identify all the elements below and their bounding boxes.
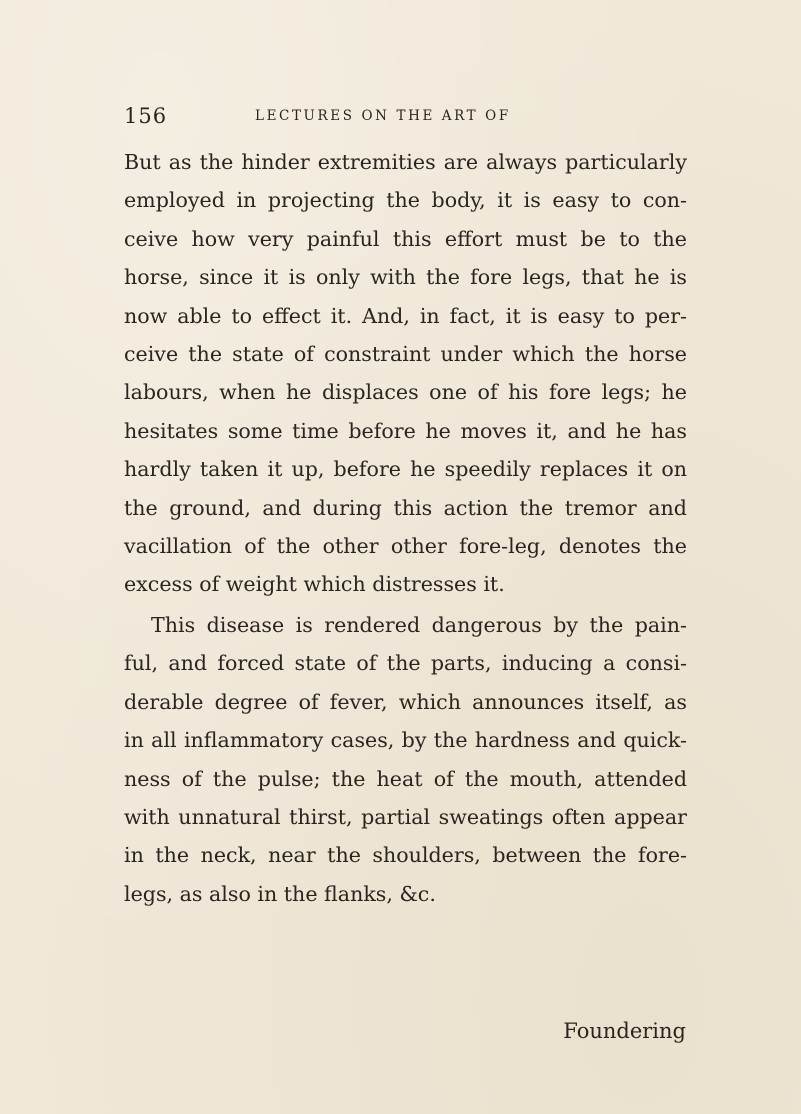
text-line: labours, when he displaces one of his fore legs; he xyxy=(124,380,687,405)
text-line: derable degree of fever, which announces itself, as xyxy=(124,689,687,714)
catchword: Foundering xyxy=(563,1019,686,1043)
text-line: vacillation of the other other fore-leg, denotes the xyxy=(124,534,687,559)
text-line: with unnatural thirst, partial sweatings often appear xyxy=(124,805,687,830)
text-line: in the neck, near the shoulders, between the fore- xyxy=(124,843,687,868)
text-line: horse, since it is only with the fore legs, that he is xyxy=(124,265,687,290)
text-line: ness of the pulse; the heat of the mouth, attended xyxy=(124,766,687,791)
text-line: hardly taken it up, before he speedily replaces it on xyxy=(124,457,687,482)
paragraph-1 xyxy=(124,143,687,604)
text-line: ful, and forced state of the parts, inducing a consi- xyxy=(124,651,687,676)
text-line: the ground, and during this action the tremor and xyxy=(124,495,687,520)
text-line: now able to effect it. And, in fact, it is easy to per- xyxy=(124,303,687,328)
text-line: in all inflammatory cases, by the hardness and quick- xyxy=(124,728,687,753)
text-line: ceive how very painful this effort must be to the xyxy=(124,226,687,251)
text-line: ceive the state of constraint under which the horse xyxy=(124,342,687,367)
running-title: LECTURES ON THE ART OF xyxy=(255,108,511,124)
page-number: 156 xyxy=(124,104,168,128)
text-line: excess of weight which distresses it. xyxy=(124,572,505,597)
text-line: hesitates some time before he moves it, and he has xyxy=(124,418,687,443)
running-head xyxy=(124,104,684,128)
text-line: employed in projecting the body, it is easy to con- xyxy=(124,188,687,213)
text-line: This disease is rendered dangerous by the pain- xyxy=(151,613,687,637)
text-line: legs, as also in the flanks, &c. xyxy=(124,881,436,906)
paragraph-2 xyxy=(124,606,687,913)
text-line: But as the hinder extremities are always particularly xyxy=(124,150,687,174)
